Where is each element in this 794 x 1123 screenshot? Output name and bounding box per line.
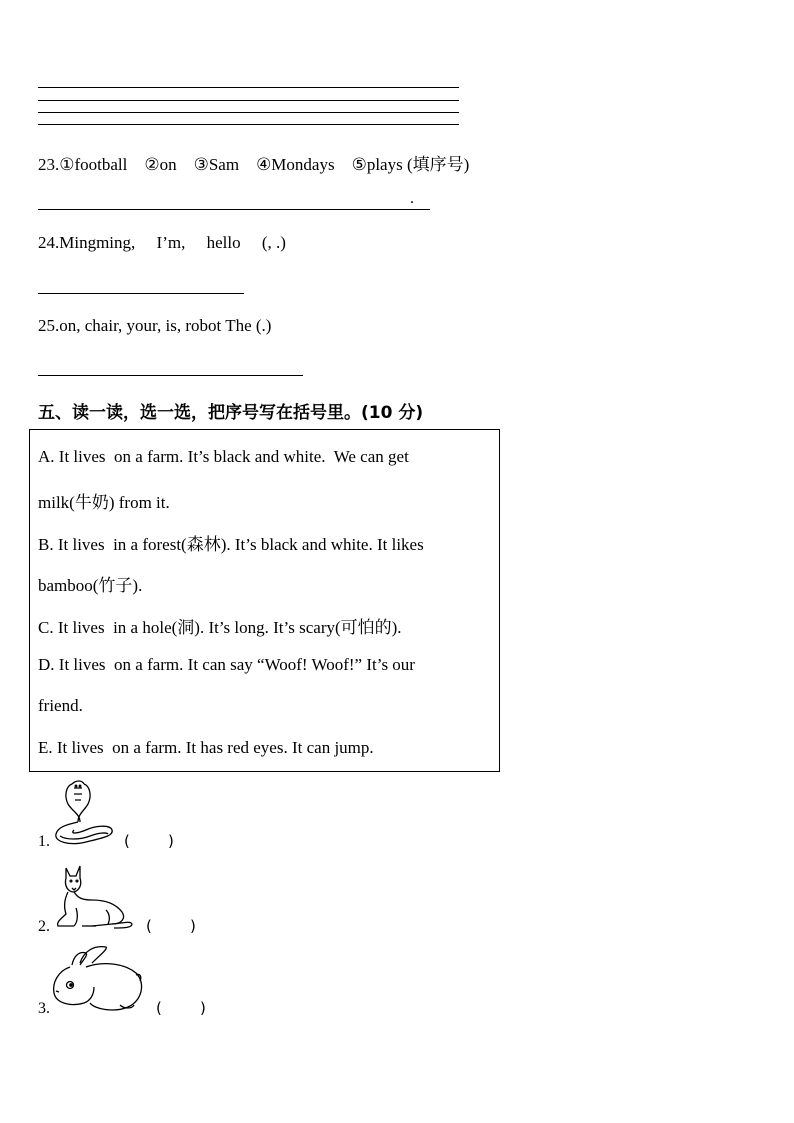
option-e-line-1: E. It lives on a farm. It has red eyes. It can jump. — [38, 738, 374, 757]
item-1-answer[interactable]: ( ) — [124, 832, 174, 850]
question-23: 23.①football ②on ③Sam ④Mondays ⑤plays (填序号) — [38, 155, 470, 174]
options-box — [29, 429, 500, 772]
item-1-number: 1. — [38, 833, 50, 850]
question-25: 25.on, chair, your, is, robot The (.) — [38, 316, 272, 335]
item-3-answer[interactable]: ( ) — [156, 999, 206, 1017]
option-b-line-1: B. It lives in a forest(森林). It’s black and white. It likes — [38, 535, 424, 554]
answer-blank-24[interactable] — [38, 293, 244, 294]
answer-blank-25[interactable] — [38, 375, 303, 376]
option-c-line-1: C. It lives in a hole(洞). It’s long. It’s scary(可怕的). — [38, 618, 402, 637]
answer-23-end-mark: . — [410, 190, 414, 207]
snake-icon — [50, 778, 118, 848]
item-2-answer[interactable]: ( ) — [146, 917, 196, 935]
dog-icon — [52, 862, 134, 932]
option-b-line-2: bamboo(竹子). — [38, 576, 143, 595]
item-2-number: 2. — [38, 918, 50, 935]
item-3-number: 3. — [38, 1000, 50, 1017]
option-a-line-1: A. It lives on a farm. It’s black and white. We can get — [38, 447, 409, 466]
option-a-line-2: milk(牛奶) from it. — [38, 493, 170, 512]
option-d-line-1: D. It lives on a farm. It can say “Woof! Woof!” It’s our — [38, 655, 415, 674]
writing-line-2 — [38, 100, 459, 101]
writing-line-1 — [38, 87, 459, 88]
writing-line-4 — [38, 124, 459, 125]
section-heading: 五、读一读，选一选，把序号写在括号里。(10 分) — [38, 403, 424, 423]
question-24: 24.Mingming, I’m, hello (, .) — [38, 233, 286, 252]
option-d-line-2: friend. — [38, 696, 83, 715]
writing-line-3 — [38, 112, 459, 113]
rabbit-icon — [50, 945, 144, 1013]
answer-blank-23[interactable] — [38, 209, 430, 210]
